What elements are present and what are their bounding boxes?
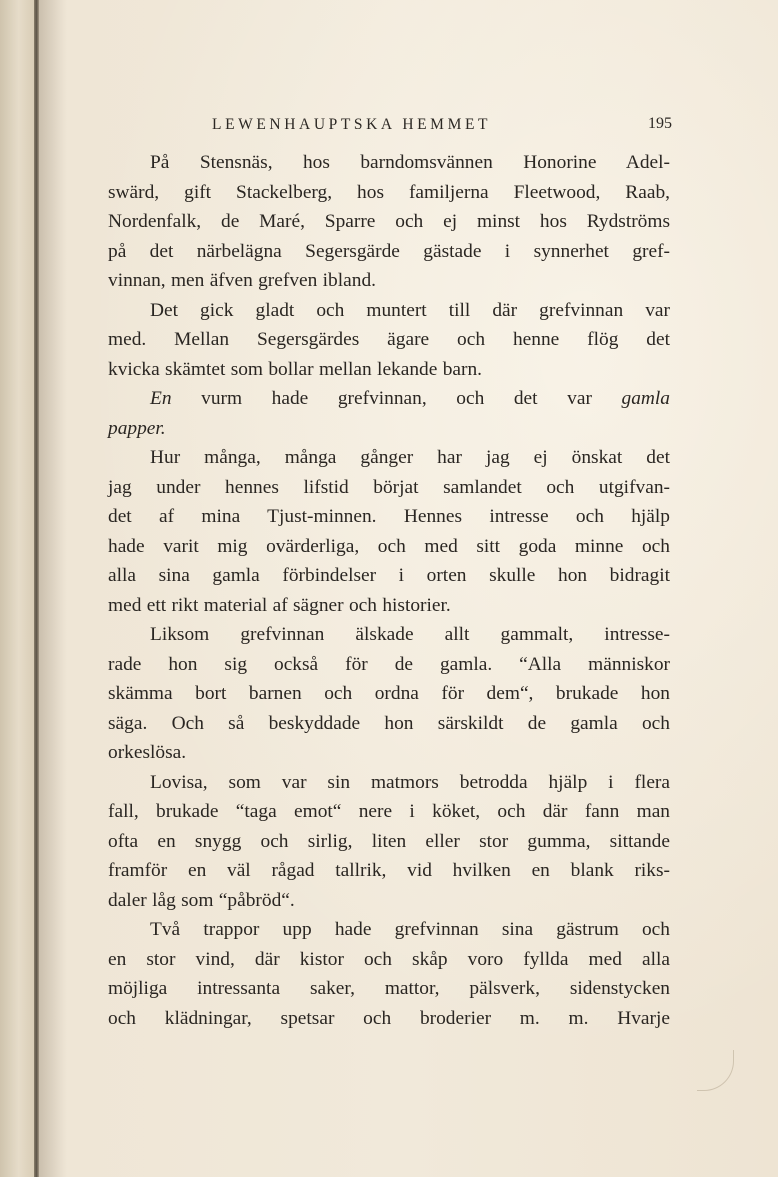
text-line: Nordenfalk, de Maré, Sparre och ej minst hos Rydströms [108,211,670,232]
text-line-mixed [108,384,670,414]
book-gutter [0,0,34,1177]
text-line: rade hon sig också för de gamla. “Alla människor [108,653,670,675]
text-line: jag under hennes lifstid börjat samlandet och utgifvan- [108,476,670,498]
text-line: säga. Och så beskyddade hon särskildt de gamla och [108,712,670,734]
text-line: Liksom grefvinnan älskade allt gammalt, intresse- [150,624,670,645]
text-line: Hur många, många gånger har jag ej önskat det [150,447,670,468]
text-line: ofta en snygg och sirlig, liten eller stor gumma, sittande [108,830,670,852]
text-line: på det närbelägna Segersgärde gästade i synnerhet gref- [108,240,670,262]
text-line: vinnan, men äfven grefven ibland. [108,270,376,291]
text-line: det af mina Tjust-minnen. Hennes intresse och hjälp [108,506,670,527]
text-line: daler låg som “påbröd“. [108,889,295,911]
text-line: hade varit mig ovärderliga, och med sitt goda minne och [108,535,670,557]
text-line: alla sina gamla förbindelser i orten skulle hon bidragit [108,565,670,586]
text-line: skämma bort barnen och ordna för dem“, brukade hon [108,683,670,704]
emphasis-text: En [150,388,172,409]
page-header [108,112,670,138]
emphasis-text: papper. [108,417,166,439]
paper-mark [697,1050,734,1091]
text-line: orkeslösa. [108,742,187,763]
text-line: möjliga intressanta saker, mattor, pälsverk, sidenstycken [108,978,670,999]
text-line: swärd, gift Stackelberg, hos familjerna Fleetwood, Raab, [108,181,670,203]
text-fragment: vurm hade grefvinnan, och det var [201,388,592,409]
text-line: med. Mellan Segersgärdes ägare och henne flög det [108,329,670,350]
gutter-shadow [39,0,67,1177]
text-line: Två trappor upp hade grefvinnan sina gästrum och [150,919,670,940]
running-head: LEWENHAUPTSKA HEMMET [212,116,492,133]
text-line: med ett rikt material af sägner och historier. [108,594,451,616]
text-line: och klädningar, spetsar och broderier m. m. Hvarje [108,1007,670,1029]
body-text [108,148,670,1033]
text-line: framför en väl rågad tallrik, vid hvilken en blank riks- [108,860,670,881]
text-line: fall, brukade “taga emot“ nere i köket, och där fann man [108,801,670,822]
text-line: en stor vind, där kistor och skåp voro fyllda med alla [108,948,670,970]
emphasis-text: gamla [621,388,670,409]
text-line: Lovisa, som var sin matmors betrodda hjälp i flera [150,771,670,793]
text-line: På Stensnäs, hos barndomsvännen Honorine Adel- [150,152,670,173]
page-number: 195 [648,115,672,132]
text-line: kvicka skämtet som bollar mellan lekande barn. [108,358,482,380]
text-line: Det gick gladt och muntert till där grefvinnan var [150,299,670,321]
